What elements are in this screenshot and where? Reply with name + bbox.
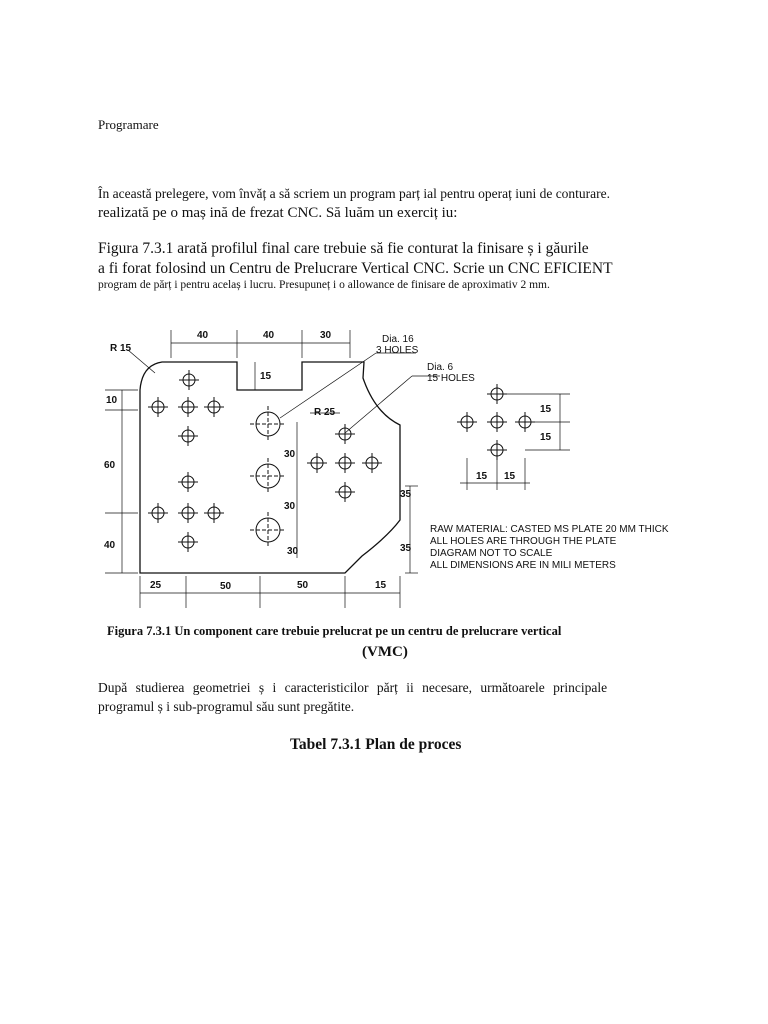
hole-small xyxy=(178,472,198,492)
dim-slot-depth: 15 xyxy=(260,371,272,382)
intro-line-2: realizată pe o maș ină de frezat CNC. Să luăm un exerciț iu: xyxy=(98,205,458,221)
hole-small xyxy=(178,503,198,523)
task-line-3: program de părț i pentru acelaș i lucru. Presupuneț i o allowance de finisare de aproximativ 2 mm. xyxy=(98,279,550,291)
dim-right-2: 35 xyxy=(400,543,412,554)
task-line-2: a fi forat folosind un Centru de Prelucrare Vertical CNC. Scrie un CNC EFICIENT xyxy=(98,260,613,277)
dim-left-2: 60 xyxy=(104,460,116,471)
dim-right-1: 35 xyxy=(400,489,412,500)
detail-dim-1: 15 xyxy=(540,404,552,415)
hole-small xyxy=(148,397,168,417)
label-3-holes: 3 HOLES xyxy=(376,345,419,356)
hole-small xyxy=(335,453,355,473)
dim-top-3: 30 xyxy=(320,330,332,341)
note-raw-material: RAW MATERIAL: CASTED MS PLATE 20 MM THICK xyxy=(430,524,669,535)
table-title: Tabel 7.3.1 Plan de proces xyxy=(290,736,462,753)
hole-small xyxy=(179,370,199,390)
dim-hole-spacing-1: 30 xyxy=(284,449,296,460)
dim-top-2: 40 xyxy=(263,330,275,341)
dim-top-1: 40 xyxy=(197,330,209,341)
dim-left-1: 10 xyxy=(106,395,118,406)
hole-small xyxy=(204,397,224,417)
small-holes xyxy=(148,370,382,552)
hole-large xyxy=(250,512,286,548)
dim-bottom-4: 15 xyxy=(375,580,387,591)
detail-hole xyxy=(457,412,477,432)
note-not-to-scale: DIAGRAM NOT TO SCALE xyxy=(430,548,553,559)
hole-small xyxy=(178,397,198,417)
dim-bottom-3: 50 xyxy=(297,580,309,591)
figure-caption: Figura 7.3.1 Un component care trebuie prelucrat pe un centru de prelucrare vertical xyxy=(107,624,562,638)
hole-small xyxy=(362,453,382,473)
dim-radius-corner: R 15 xyxy=(110,343,132,354)
after-line-2: programul ș i sub-programul său sunt pregătite. xyxy=(98,699,355,714)
intro-line-1: În această prelegere, vom învăț a să scriem un program parț ial pentru operaț iuni de conturare. xyxy=(98,186,611,201)
dim-bottom-2: 50 xyxy=(220,581,232,592)
dim-left-3: 40 xyxy=(104,540,116,551)
dimension-lines xyxy=(105,330,440,608)
label-dia16: Dia. 16 xyxy=(382,334,414,345)
hole-large xyxy=(250,458,286,494)
detail-hole xyxy=(515,412,535,432)
detail-dim-3: 15 xyxy=(476,471,488,482)
label-15-holes: 15 HOLES xyxy=(427,373,475,384)
after-line-1: După studierea geometriei ș i caracteristicilor părț ii necesare, următoarele principale xyxy=(98,680,608,695)
technical-drawing xyxy=(100,318,680,613)
large-holes xyxy=(250,406,286,548)
detail-hole xyxy=(487,440,507,460)
hole-small xyxy=(307,453,327,473)
detail-dim-2: 15 xyxy=(540,432,552,443)
label-dia6: Dia. 6 xyxy=(427,362,454,373)
hole-large xyxy=(250,406,286,442)
detail-dim-4: 15 xyxy=(504,471,516,482)
hole-small xyxy=(204,503,224,523)
hole-small xyxy=(178,532,198,552)
note-units: ALL DIMENSIONS ARE IN MILI METERS xyxy=(430,560,616,571)
dim-radius-arc: R 25 xyxy=(314,407,336,418)
hole-small xyxy=(335,482,355,502)
note-through-holes: ALL HOLES ARE THROUGH THE PLATE xyxy=(430,536,617,547)
task-line-1: Figura 7.3.1 arată profilul final care trebuie să fie conturat la finisare ș i găurile xyxy=(98,240,589,257)
dim-hole-spacing-3: 30 xyxy=(287,546,299,557)
hole-small xyxy=(148,503,168,523)
hole-small xyxy=(178,426,198,446)
detail-hole xyxy=(487,412,507,432)
dim-bottom-1: 25 xyxy=(150,580,162,591)
detail-hole xyxy=(487,384,507,404)
section-heading: Programare xyxy=(98,117,159,132)
dim-hole-spacing-2: 30 xyxy=(284,501,296,512)
figure-caption-continued: (VMC) xyxy=(362,644,408,660)
